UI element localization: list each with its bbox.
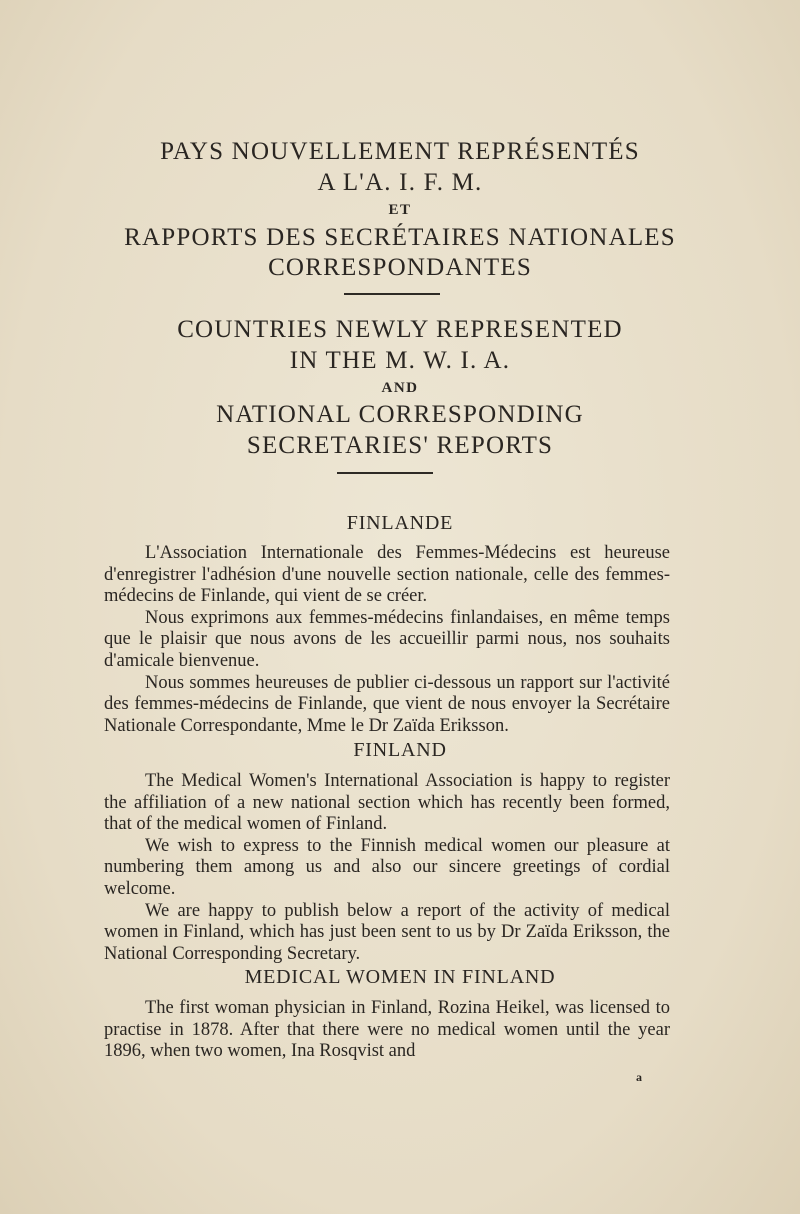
medical-women-body [104, 998, 670, 1063]
paragraph: We are happy to publish below a report of the activity of medical women in Finland, which has just been sent to us by Dr Zaïda Eriksson, the National Corresponding Secretary. [104, 900, 670, 964]
section-heading-finlande: FINLANDE [346, 512, 454, 534]
paragraph: We wish to express to the Finnish medical women our pleasure at numbering them among us and also our sincere greetings of cordial welcome. [104, 835, 670, 899]
paragraph: The first woman physician in Finland, Rozina Heikel, was licensed to practise in 1878. After that there were no medical women until the year 1896, when two women, Ina Rosqvist and [104, 998, 670, 1062]
section-heading-finland: FINLAND [353, 739, 447, 761]
section-heading-medical-women: MEDICAL WOMEN IN FINLAND [244, 966, 556, 988]
paragraph: The Medical Women's International Association is happy to register the affiliation of a new national section which has recently been formed, that of the medical women of Finland. [104, 771, 670, 835]
title-en-line-3: NATIONAL CORRESPONDING [216, 401, 584, 428]
title-fr-line-3: RAPPORTS DES SECRÉTAIRES NATIONALES [124, 224, 676, 251]
title-fr-line-2: A L'A. I. F. M. [317, 169, 483, 196]
title-en-line-4: SECRETARIES' REPORTS [246, 432, 554, 459]
paragraph: Nous sommes heureuses de publier ci-dessous un rapport sur l'activité des femmes-médecins de Finlande, que vient de nous envoyer la Secrétaire Nationale Correspondante, Mme le Dr Zaïda Eriksson. [104, 672, 670, 736]
paragraph: L'Association Internationale des Femmes-Médecins est heureuse d'enregistrer l'adhésion d'une nouvelle section nationale, celle des femmes-médecins de Finlande, qui vient de se créer. [104, 543, 670, 607]
title-fr-conjunction: ET [388, 202, 412, 218]
title-en-line-2: IN THE M. W. I. A. [289, 347, 511, 374]
finland-body [104, 771, 670, 965]
divider-rule [337, 472, 433, 474]
paragraph: Nous exprimons aux femmes-médecins finlandaises, en même temps que le plaisir que nous avons de les accueillir parmi nous, nos souhaits d'amicale bienvenue. [104, 607, 670, 671]
title-en-line-1: COUNTRIES NEWLY REPRESENTED [177, 316, 623, 343]
title-en-conjunction: AND [381, 380, 419, 396]
title-fr-line-4: CORRESPONDANTES [268, 254, 532, 281]
title-fr-line-1: PAYS NOUVELLEMENT REPRÉSENTÉS [160, 138, 640, 165]
signature-mark: a [636, 1070, 642, 1084]
divider-rule [344, 293, 440, 295]
finlande-body [104, 543, 670, 737]
